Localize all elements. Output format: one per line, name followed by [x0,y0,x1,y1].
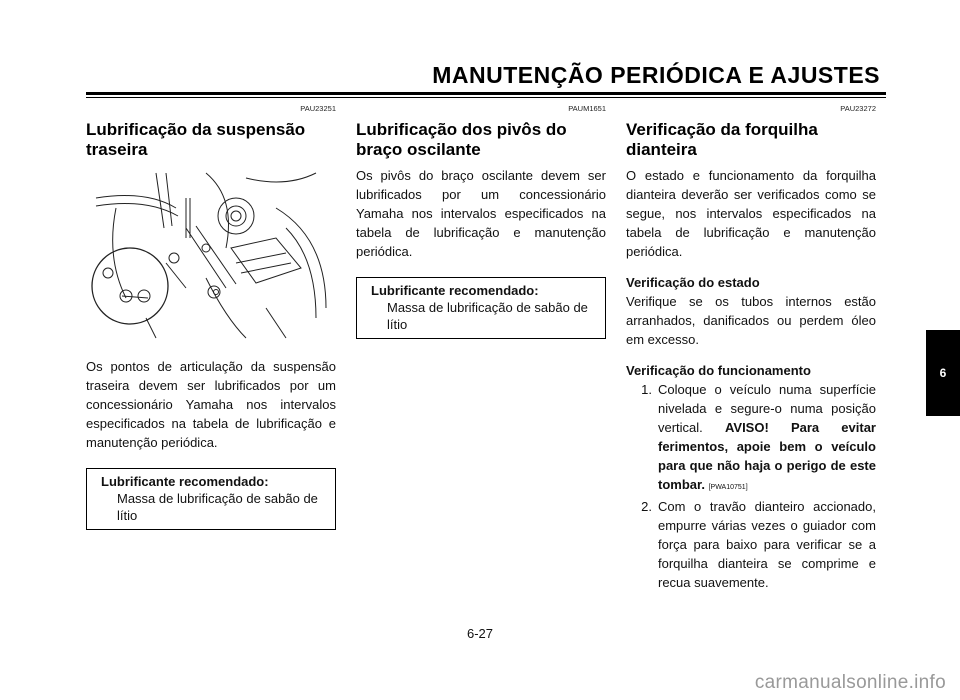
section-heading: Lubrificação dos pivôs do braço oscilante [356,120,567,159]
section-code: PAUM1651 [568,104,606,113]
lubricant-title: Lubrificante recomendado: [371,283,539,298]
column-front-fork [626,104,876,592]
warning-code: [PWA10751] [708,484,748,491]
condition-paragraph: Verifique se os tubos internos estão arranhados, danificados ou perdem óleo em excesso. [626,294,876,347]
step-number: 2. [641,499,652,514]
column-swingarm [356,104,606,339]
step-item [626,380,876,497]
step-number: 1. [641,382,652,397]
lubricant-value: Massa de lubrificação de sabão de lítio [387,300,588,332]
page-number: 6-27 [466,626,494,641]
step-text [658,380,876,497]
header-rule-thin [86,97,886,98]
subheading-condition: Verificação do estado [626,275,760,290]
warning-text: AVISO! Para evitar ferimentos, apoie bem o veículo para que não haja o perigo de este tombar. [658,420,876,492]
subheading-operation: Verificação do funcionamento [626,363,811,378]
section-heading: Lubrificação da suspensão traseira [86,120,306,159]
lubricant-value: Massa de lubrificação de sabão de lítio [117,491,318,523]
lubricant-title: Lubrificante recomendado: [101,474,269,489]
chapter-tab: 6 [926,330,960,416]
section-code: PAU23272 [840,104,876,113]
watermark: carmanualsonline.info [754,672,946,693]
step-text: Com o travão dianteiro accionado, empurre várias vezes o guiador com força para baixo para verificar se a forquilha dianteira se comprime e recua suavemente. [658,499,876,590]
section-paragraph: Os pivôs do braço oscilante devem ser lubrificados por um concessionário Yamaha nos intervalos especificados na tabela de lubrificação e manutenção periódica. [356,168,606,259]
rear-suspension-illustration [86,168,332,340]
lubricant-box [86,468,336,530]
lubricant-box [356,277,606,339]
page-title: MANUTENÇÃO PERIÓDICA E AJUSTES [432,62,880,88]
section-code: PAU23251 [300,104,336,113]
step-item [626,497,876,592]
operation-steps [626,380,876,592]
column-rear-suspension [86,104,336,530]
header-rule [86,92,886,95]
section-paragraph: Os pontos de articulação da suspensão traseira devem ser lubrificados por um concessionário Yamaha nos intervalos especificados na tabela de lubrificação e manutenção periódica. [86,359,336,450]
step-instruction: Coloque o veículo numa superfície nivelada e segure-o numa posição vertical. [658,382,876,435]
section-paragraph: O estado e funcionamento da forquilha dianteira deverão ser verificados como se segue, nos intervalos especificados na tabela de lubrificação e manutenção periódica. [626,168,876,259]
section-heading: Verificação da forquilha dianteira [626,120,818,159]
